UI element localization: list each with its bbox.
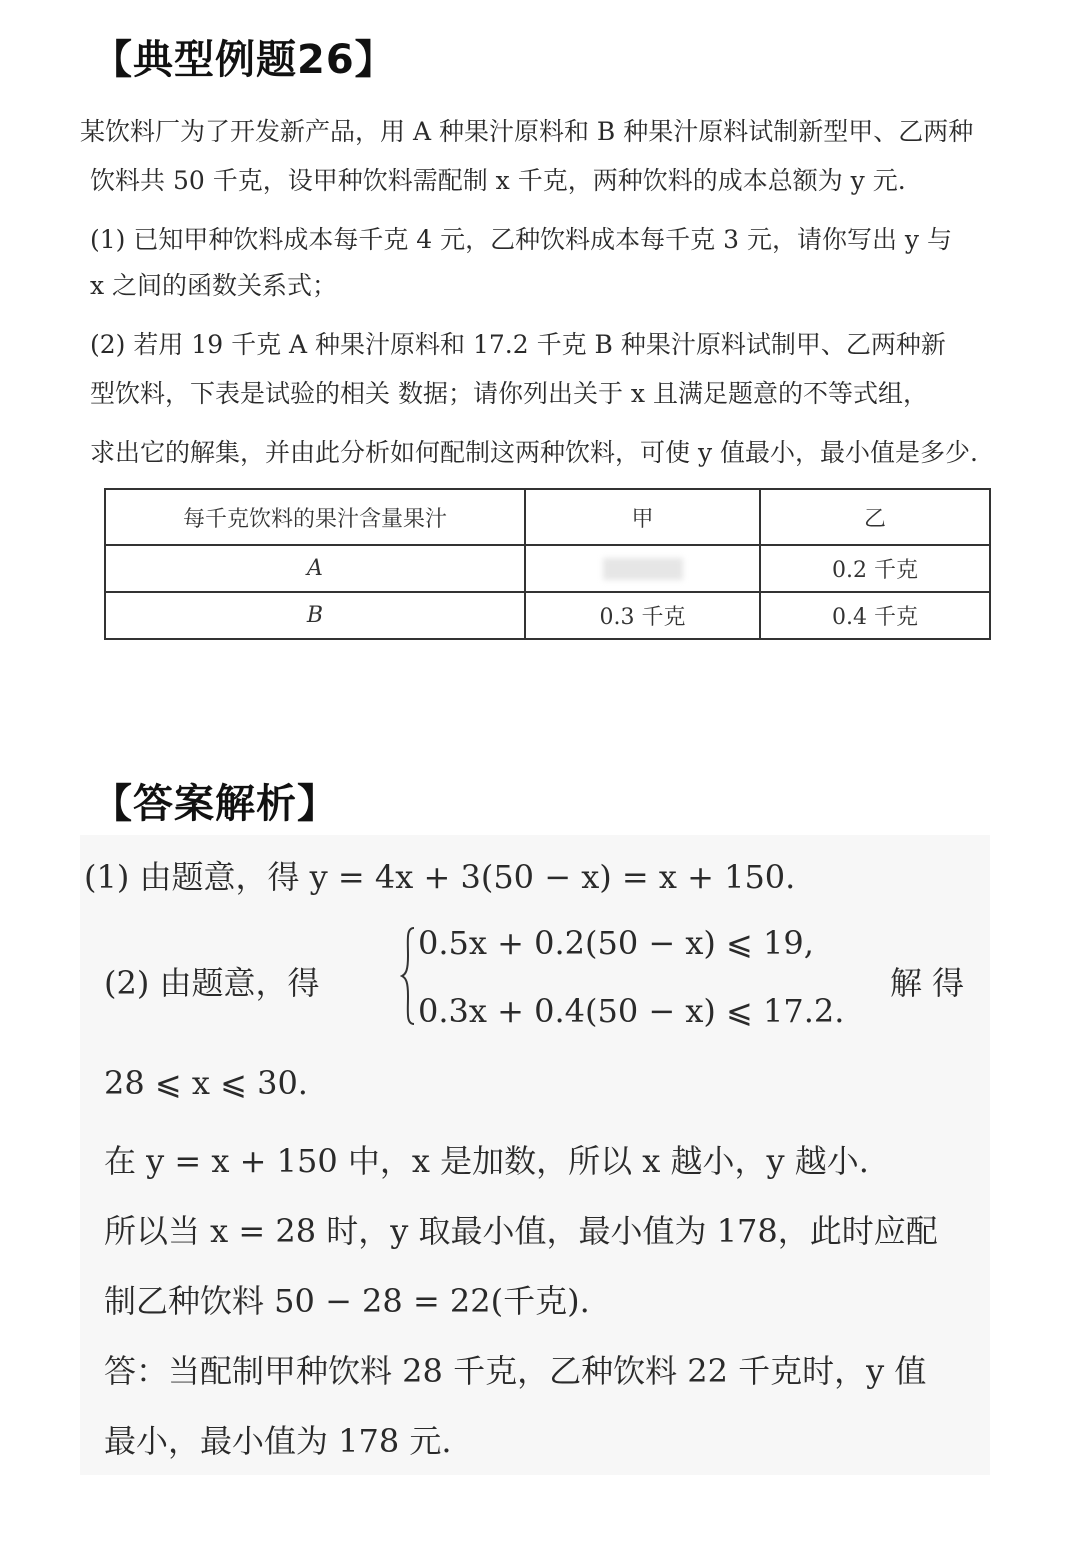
brace-icon [400,926,416,1026]
table-cell: 0.2 千克 [760,545,990,592]
answer-line: 28 ⩽ x ⩽ 30. [104,1064,308,1102]
problem-line: (1) 已知甲种饮料成本每千克 4 元，乙种饮料成本每千克 3 元，请你写出 y 与 [90,225,952,254]
table-header-cell: 每千克饮料的果汁含量果汁 [105,489,525,545]
data-table [104,488,991,640]
answer-part2-prefix: (2) 由题意，得 [104,964,320,1002]
answer-part1: (1) 由题意，得 y = 4x + 3(50 − x) = x + 150. [84,858,796,896]
answer-line: 最小，最小值为 178 元. [104,1422,452,1460]
problem-line: 饮料共 50 千克，设甲种饮料需配制 x 千克，两种饮料的成本总额为 y 元. [90,166,906,195]
problem-heading: 【典型例题26】 [92,37,396,83]
problem-line: (2) 若用 19 千克 A 种果汁原料和 17.2 千克 B 种果汁原料试制甲、乙两种新 [90,330,946,359]
problem-line: 某饮料厂为了开发新产品，用 A 种果汁原料和 B 种果汁原料试制新型甲、乙两种 [80,117,974,146]
answer-line: 所以当 x = 28 时，y 取最小值，最小值为 178，此时应配 [104,1212,938,1250]
table-header-cell: 甲 [525,489,760,545]
answer-line: 在 y = x + 150 中，x 是加数，所以 x 越小，y 越小. [104,1142,869,1180]
answer-part2-suffix: 解 得 [890,964,965,1002]
table-cell: A [105,545,525,592]
table-cell-blurred [525,545,760,592]
answer-line: 答：当配制甲种饮料 28 千克，乙种饮料 22 千克时，y 值 [104,1352,927,1390]
blurred-value [603,558,683,580]
problem-line: 型饮料，下表是试验的相关 数据；请你列出关于 x 且满足题意的不等式组， [90,379,928,408]
table-header-cell: 乙 [760,489,990,545]
table-header-row [105,489,990,545]
table-row [105,545,990,592]
table-cell: 0.4 千克 [760,592,990,639]
problem-line: x 之间的函数关系式； [90,271,338,300]
table-row [105,592,990,639]
system-line: 0.3x + 0.4(50 − x) ⩽ 17.2. [418,992,845,1030]
answer-line: 制乙种饮料 50 − 28 = 22(千克). [104,1282,590,1320]
answer-heading: 【答案解析】 [92,781,338,827]
table-cell: 0.3 千克 [525,592,760,639]
table-cell: B [105,592,525,639]
problem-line: 求出它的解集，并由此分析如何配制这两种饮料，可使 y 值最小，最小值是多少. [90,438,978,467]
system-line: 0.5x + 0.2(50 − x) ⩽ 19, [418,924,814,962]
